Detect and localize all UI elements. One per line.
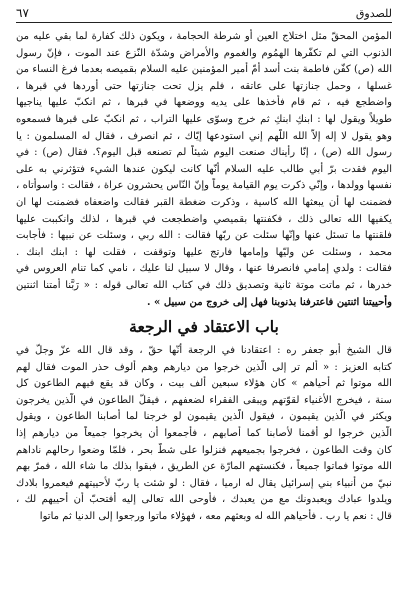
page-number: ٦٧ bbox=[16, 6, 29, 20]
text-line: نفسها وولدها ، وإنّي ذكرت يوم القيامة يوماً وإنّ النّاس يحشرون عراة ، فقالت : واسوأتاه ، bbox=[16, 180, 392, 192]
page-header bbox=[16, 6, 392, 23]
text-line: اليوم فقدت برّ أبي طالب عليه السلام أنّها كانت ليكون عندها الشيء فتؤثرني به على bbox=[16, 163, 392, 175]
text-line: نبيّ من أنبياء بني إسرائيل يقال له ارميا ، فقال : لو شئت يا ربّ لأحييتهم فيعمروا بلادك bbox=[16, 477, 392, 489]
text-line: وهو يقول لا إله إلاّ الله اللّهم إني استودعها إيّاك ، ثم انصرف ، فقال له المسلمون : يا bbox=[16, 130, 392, 142]
text-line: رسول الله (ص) ، إنّا رأيناك صنعت اليوم شيئاً لم تصنعه قبل اليوم؟. فقال (ص) : في bbox=[16, 147, 392, 159]
text-line: فقالت : ولدي إمامي فانصرفا عنها ، وقال لا سبيل لنا عليك ، نامي كما تنام العروس في bbox=[16, 263, 392, 275]
text-line: كان وقت الطاعون ، فخرجوا بجميعهم فنزلوا على شطّ بحر ، فلمّا وضعوا رحالهم ناداهم bbox=[16, 444, 392, 456]
text-line: وأحييتنا اثنتين فاعترفنا بذنوبنا فهل إلى خروج من سبيل » . bbox=[146, 296, 392, 308]
text-line: طويلاً ويقول لها : ابنكِ ابنكِ ثم خرج وسوّى عليها التراب ، ثم انكبّ على قبرها فسمعوه bbox=[16, 113, 392, 125]
text-line: الله (ص) كفّن فاطمة بنت أسد أمّ أمير المؤمنين عليه السلام بقميصه بعدما فرغ النساء من bbox=[16, 64, 392, 76]
text-line: الله موتوا فماتوا جميعاً ، فكنستهم المارّة عن الطريق ، فبقوا بذلك ما شاء الله ، فمرّ بهم bbox=[16, 461, 392, 473]
book-title: للصدوق bbox=[355, 7, 392, 20]
paragraph-return-belief bbox=[16, 343, 392, 526]
text-line: فلقنتها ما تسئل عنها وإنّها سئلت عن ربّها فقالت : الله ربي ، وسئلت عن نبيها : فأجابت bbox=[16, 230, 392, 242]
text-line: واضطجع فيه ، ثم قام فأخذها على يديه ووضعها في قبرها ، ثم انكبّ عليها يناجيها bbox=[16, 97, 392, 109]
text-line: ويلدوا عبادك ويعبدونك مع من يعبدك ، فأوحى الله تعالى إليه أفتحبّ أن أحييهم لك ، bbox=[16, 494, 392, 506]
text-line: الله موتوا ثم أحياهم » كان هؤلاء سبعين ألف بيت ، وكان قد يقع فيهم الطاعون كل bbox=[16, 378, 392, 390]
text-line: غسلها ، وحمل جنازتها على عاتقه ، فلم يزل تحت جنازتها حتى أوردها في قبرها ، bbox=[16, 80, 392, 92]
text-line: ويكثر في الّذين يقيمون ، فيقول الّذين يقيمون لو خرجنا لما أصابنا الطاعون ، ويقول bbox=[16, 411, 392, 423]
text-line: قال الشيخ أبو جعفر ره : اعتقادنا في الرجعة أنّها حقّ ، وقد قال الله عزّ وجلّ في bbox=[16, 345, 392, 357]
text-line: كتابه العزيز : « ألم تر إلى الّذين خرجوا من ديارهم وهم ألوف حذر الموت فقال لهم bbox=[16, 361, 392, 373]
text-line: محمد ، وسئلت عن وليّها وإمامها فارتج عليها وتوقفت ، فقلت لها : ابنك ابنك . bbox=[16, 246, 392, 258]
text-line: خدرها ، ثم ماتت موتة ثانية وتصديق ذلك في كتاب الله تعالى قوله : « رَبَّنا أمتنا اثنتين bbox=[16, 279, 392, 291]
text-line: قال : نعم يا رب . فأحياهم الله له وبعثهم معه ، فهؤلاء ماتوا ورجعوا إلى الدنيا ثم ماتوا bbox=[39, 511, 392, 523]
text-line: الّذين خرجوا لو أقمنا لأصابنا كما أصابهم ، فأجمعوا أن يخرجوا جميعاً من ديارهم إذا bbox=[16, 428, 392, 440]
paragraph-death-and-grave bbox=[16, 29, 392, 311]
text-line: فضمنت لها أن يبعثها الله كاسية ، وذكرت ضغطة القبر فقالت واضعفاه فضمنت لها ان bbox=[16, 196, 392, 208]
text-line: يكفيها الله تعالى ذلك ، فكفنتها بقميصي واضطجعت في قبرها ، لذلك وانكببت عليها bbox=[16, 213, 392, 225]
chapter-title: باب الاعتقاد في الرجعة bbox=[129, 317, 279, 337]
book-page bbox=[16, 6, 392, 584]
text-line: سنة ، فيخرج الأغنياء لقوّتهم ويبقى الفقراء لضعفهم ، فيقلّ الطاعون في الّذين يخرجون bbox=[16, 394, 392, 406]
text-line: المؤمن المحقّ مثل اختلاج العين أو شرطة الحجامة ، ويكون ذلك كفارة لما بقي عليه من bbox=[16, 31, 392, 42]
text-line: الذنوب التي لم تكفّرها الهمُوم والغموم والأمراض وشدّة النّزع عند الموت ، فإنّ رسول bbox=[16, 47, 392, 59]
